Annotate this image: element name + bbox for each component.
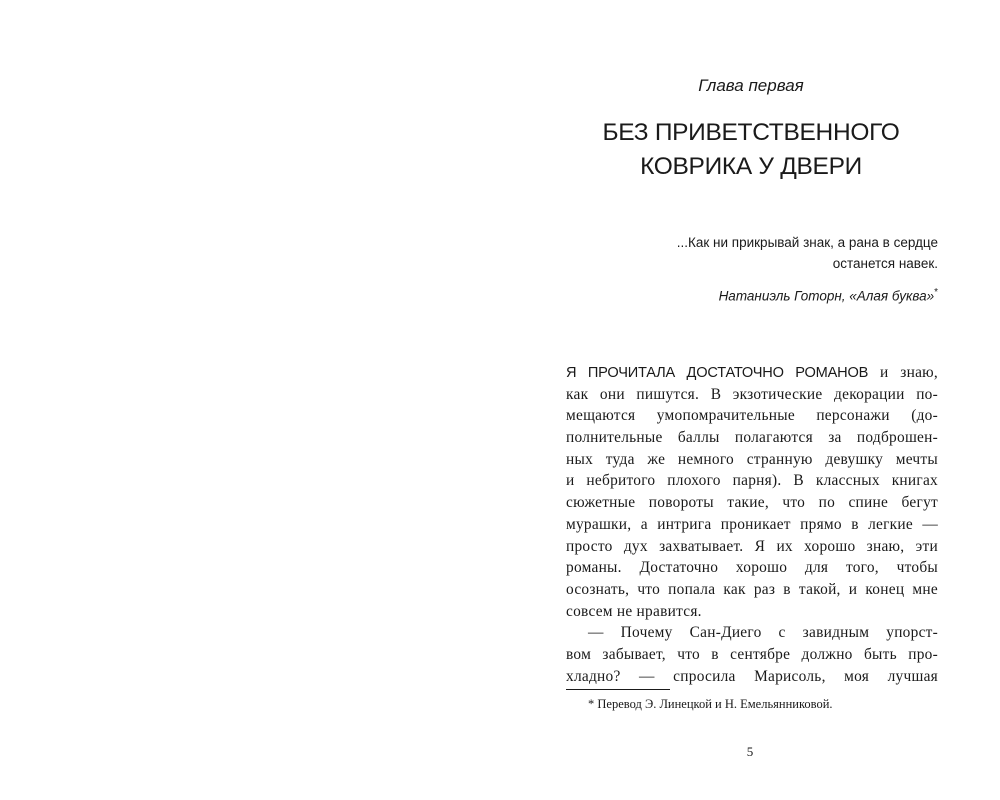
body-line-rest: и знаю, bbox=[879, 364, 938, 381]
body-line: совсем не нравится. bbox=[566, 602, 702, 620]
epigraph-line: ...Как ни прикрывай знак, а рана в сердце bbox=[676, 235, 938, 250]
body-line: мурашки, а интрига проникает прямо в легкие — bbox=[566, 515, 938, 533]
footnote: * Перевод Э. Линецкой и Н. Емельянниковой. bbox=[588, 697, 833, 711]
body-line: хладно? — спросила Марисоль, моя лучшая bbox=[566, 667, 938, 685]
body-line: — Почему Сан-Диего с завидным упорст- bbox=[588, 624, 938, 642]
body-text bbox=[566, 362, 938, 687]
chapter-label: Глава первая bbox=[698, 76, 804, 95]
body-line bbox=[566, 362, 938, 384]
body-line: как они пишутся. В экзотические декорации по- bbox=[566, 385, 938, 403]
body-line: вом забывает, что в сентябре должно быть про- bbox=[566, 645, 938, 663]
body-line: и небритого плохого парня). В классных книгах bbox=[566, 472, 938, 490]
body-line: просто дух захватывает. Я их хорошо знаю, эти bbox=[566, 537, 938, 555]
body-line: полнительные баллы полагаются за подброшен- bbox=[566, 429, 938, 447]
epigraph-attribution-text: Натаниэль Готорн, «Алая буква» bbox=[718, 288, 935, 304]
footnote-rule bbox=[566, 689, 670, 690]
page-number: 5 bbox=[746, 744, 754, 759]
lead-in-caps: Я ПРОЧИТАЛА ДОСТАТОЧНО РОМАНОВ bbox=[566, 365, 869, 381]
body-line: сюжетные повороты такие, что по спине бегут bbox=[566, 494, 938, 512]
epigraph-line: останется навек. bbox=[832, 256, 938, 271]
epigraph-attribution bbox=[566, 282, 938, 307]
body-line: мещаются умопомрачительные персонажи (до- bbox=[566, 407, 938, 425]
epigraph bbox=[566, 232, 938, 307]
chapter-title bbox=[566, 116, 936, 184]
body-line: романы. Достаточно хорошо для того, чтобы bbox=[566, 559, 938, 577]
body-line: осознать, что попала как раз в такой, и конец мне bbox=[566, 580, 938, 598]
chapter-title-line: КОВРИКА У ДВЕРИ bbox=[640, 153, 862, 180]
footnote-marker: * bbox=[934, 287, 938, 298]
body-line: ных туда же немного странную девушку мечты bbox=[566, 450, 938, 468]
chapter-title-line: БЕЗ ПРИВЕТСТВЕННОГО bbox=[602, 119, 900, 146]
